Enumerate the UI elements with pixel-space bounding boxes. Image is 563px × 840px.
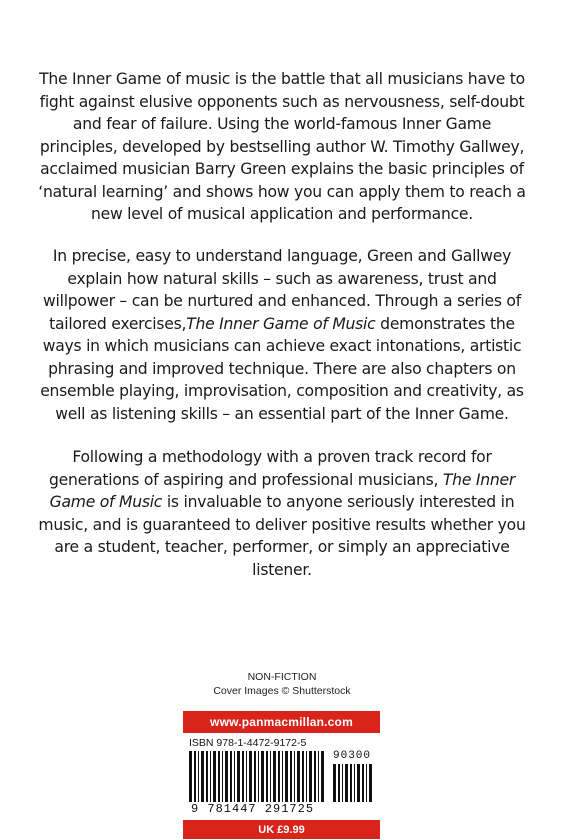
blurb-paragraph-1 [32, 68, 532, 226]
price-band [183, 820, 380, 839]
price-label: UK £9.99 [258, 823, 305, 836]
blurb-paragraph-2 [32, 245, 532, 425]
blurb-paragraph-2-text-a: In precise, easy to understand language, Green and Gallwey explain how natural skills – such as awareness, trust and willpower – can be nurtured and enhanced. Through a series of tailored exercises, [43, 247, 521, 333]
blurb-paragraph-3-text-b: is invaluable to anyone seriously interested in music, and is guaranteed to deliver positive results whether you are a student, teacher, performer, or simply an appreciative listener. [38, 493, 526, 579]
publisher-website: www.panmacmillan.com [210, 715, 353, 729]
genre-label: NON-FICTION [247, 671, 317, 683]
cover-image-credit: Cover Images © Shutterstock [213, 685, 351, 697]
publisher-website-band [183, 711, 380, 733]
ean-digits: 9 781447 291725 [191, 802, 315, 816]
book-title-italic: The Inner Game of Music [49, 470, 515, 511]
barcode-panel [183, 737, 380, 819]
blurb-paragraph-3 [32, 446, 532, 581]
isbn-number: ISBN 978-1-4472-9172-5 [189, 737, 307, 749]
blurb-paragraph-2-text-b: demonstrates the ways in which musicians can achieve exact intonations, artistic phrasing and improved technique. There are also chapters on ensemble playing, improvisation, composition and creativity, as well as listening skills – an essential part of the Inner Game. [40, 314, 524, 423]
blurb-paragraph-1-text: The Inner Game of music is the battle that all musicians have to fight against elusive opponents such as nervousness, self-doubt and fear of failure. Using the world-famous Inner Game principles, developed by bestselling author W. Timothy Gallwey, acclaimed musician Barry Green explains the basic principles of ‘natural learning’ and shows how you can apply them to reach a new level of musical application and performance. [38, 70, 526, 223]
blurb-paragraph-3-text-a: Following a methodology with a proven track record for generations of aspiring and professional musicians, [48, 448, 492, 489]
price-code-digits: 90300 [333, 750, 372, 762]
book-title-italic: The Inner Game of Music [186, 314, 376, 333]
